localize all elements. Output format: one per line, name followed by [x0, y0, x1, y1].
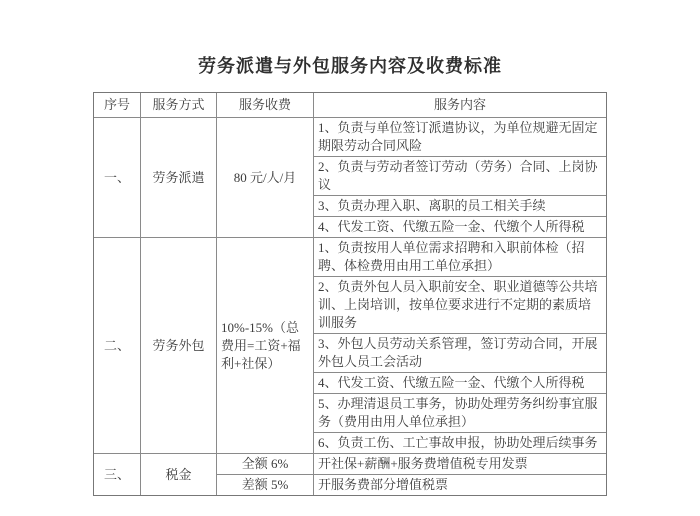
- section1-method-cell: 劳务派遣: [141, 118, 217, 238]
- section2-index-cell: 二、: [94, 238, 141, 454]
- page-title: 劳务派遣与外包服务内容及收费标准: [198, 56, 502, 76]
- section1-index-cell: 一、: [94, 118, 141, 238]
- header-service-method: 服务方式: [141, 93, 217, 118]
- section3-content-diff: 开服务费部分增值税票: [314, 475, 607, 496]
- section1-item-3: 3、负责办理入职、离职的员工相关手续: [314, 196, 607, 217]
- section3-fee-cell-diff: 差额 5%: [217, 475, 314, 496]
- header-index: 序号: [94, 93, 141, 118]
- section2-item-6: 6、负责工伤、工亡事故申报，协助处理后续事务: [314, 433, 607, 454]
- section2-item-2: 2、负责外包人员入职前安全、职业道德等公共培训、上岗培训，按单位要求进行不定期的素质培训服务: [314, 277, 607, 334]
- table-row: [94, 118, 607, 157]
- section1-fee-cell: 80 元/人/月: [217, 118, 314, 238]
- header-row: [94, 93, 607, 118]
- section1-item-4: 4、代发工资、代缴五险一金、代缴个人所得税: [314, 217, 607, 238]
- section1-item-2: 2、负责与劳动者签订劳动（劳务）合同、上岗协议: [314, 157, 607, 196]
- section3-fee-cell-full: 全额 6%: [217, 454, 314, 475]
- header-service-content: 服务内容: [314, 93, 607, 118]
- section3-content-full: 开社保+薪酬+服务费增值税专用发票: [314, 454, 607, 475]
- service-fee-table: [93, 92, 607, 496]
- section2-fee-cell: 10%-15%（总费用=工资+福利+社保）: [217, 238, 314, 454]
- section2-item-4: 4、代发工资、代缴五险一金、代缴个人所得税: [314, 373, 607, 394]
- section2-item-3: 3、外包人员劳动关系管理，签订劳动合同，开展外包人员工会活动: [314, 334, 607, 373]
- header-service-fee: 服务收费: [217, 93, 314, 118]
- section3-method-cell: 税金: [141, 454, 217, 496]
- section2-method-cell: 劳务外包: [141, 238, 217, 454]
- table-row: [94, 454, 607, 475]
- section2-item-5: 5、办理清退员工事务，协助处理劳务纠纷事宜服务（费用由用人单位承担）: [314, 394, 607, 433]
- table-row: [94, 238, 607, 277]
- section1-item-1: 1、负责与单位签订派遣协议，为单位规避无固定期限劳动合同风险: [314, 118, 607, 157]
- section3-index-cell: 三、: [94, 454, 141, 496]
- section2-item-1: 1、负责按用人单位需求招聘和入职前体检（招聘、体检费用由用工单位承担）: [314, 238, 607, 277]
